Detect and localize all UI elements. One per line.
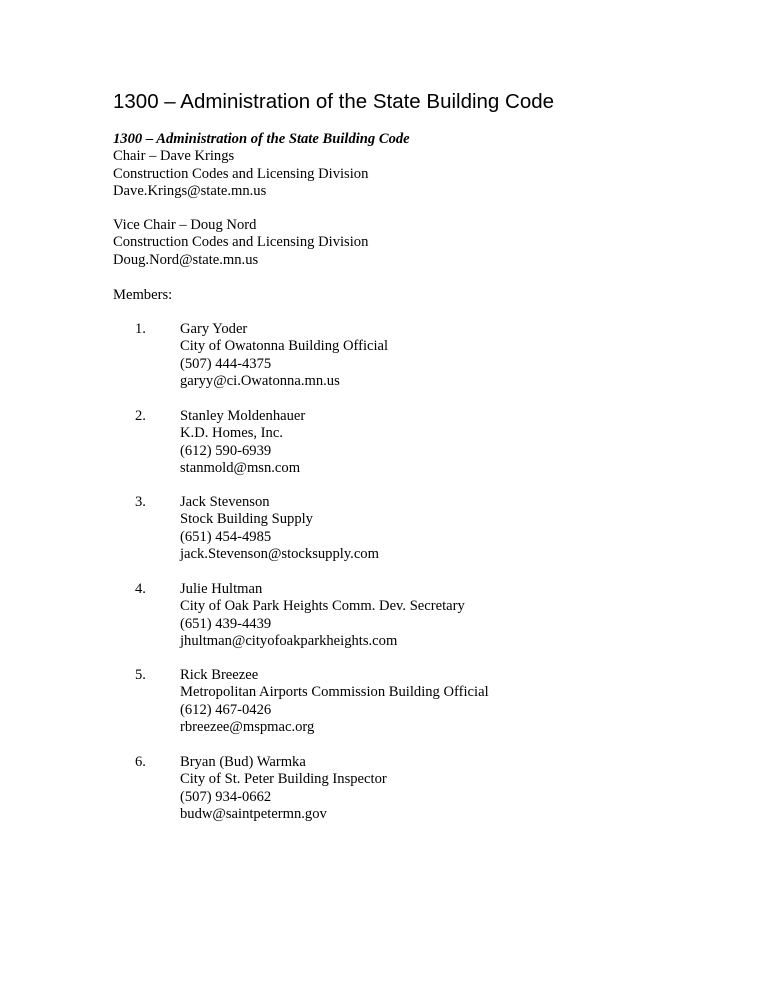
member-title: City of Oak Park Heights Comm. Dev. Secretary	[180, 598, 465, 615]
member-name: Rick Breezee	[180, 667, 259, 683]
member-email: rbreezee@mspmac.org	[180, 718, 315, 735]
member-phone: (651) 439-4439	[180, 615, 272, 632]
member-info	[180, 408, 305, 477]
member-email: garyy@ci.Owatonna.mn.us	[180, 372, 340, 389]
member-info	[180, 581, 465, 650]
member-title: City of Owatonna Building Official	[180, 338, 389, 355]
chair-line: Chair – Dave Krings	[113, 148, 235, 165]
member-email: stanmold@msn.com	[180, 459, 301, 476]
member-phone: (612) 590-6939	[180, 442, 272, 459]
vice-chair-block	[113, 217, 368, 269]
member-phone: (507) 444-4375	[180, 355, 272, 372]
member-number: 3.	[135, 494, 146, 510]
committee-subtitle: 1300 – Administration of the State Building Code	[113, 131, 410, 147]
member-number: 4.	[135, 581, 146, 597]
member-info	[180, 494, 379, 563]
member-number: 2.	[135, 408, 146, 424]
vice-chair-email: Doug.Nord@state.mn.us	[113, 251, 259, 268]
member-phone: (507) 934-0662	[180, 788, 272, 805]
member-title: City of St. Peter Building Inspector	[180, 771, 387, 788]
page-heading: 1300 – Administration of the State Building Code	[113, 90, 555, 113]
member-phone: (612) 467-0426	[180, 701, 272, 718]
member-title: Metropolitan Airports Commission Building Official	[180, 684, 489, 701]
member-number: 6.	[135, 754, 146, 770]
vice-chair-org: Construction Codes and Licensing Division	[113, 234, 369, 251]
member-name: Jack Stevenson	[180, 494, 270, 510]
member-number: 5.	[135, 667, 146, 683]
member-email: budw@saintpetermn.gov	[180, 805, 327, 822]
member-name: Gary Yoder	[180, 321, 248, 337]
member-name: Julie Hultman	[180, 581, 263, 597]
members-label: Members:	[113, 287, 173, 303]
chair-org: Construction Codes and Licensing Division	[113, 165, 369, 182]
chair-email: Dave.Krings@state.mn.us	[113, 182, 267, 199]
vice-chair-line: Vice Chair – Doug Nord	[113, 217, 257, 233]
member-name: Bryan (Bud) Warmka	[180, 754, 306, 770]
member-email: jhultman@cityofoakparkheights.com	[180, 632, 398, 649]
member-phone: (651) 454-4985	[180, 528, 272, 545]
chair-block	[113, 131, 410, 200]
member-email: jack.Stevenson@stocksupply.com	[180, 545, 379, 562]
member-title: K.D. Homes, Inc.	[180, 425, 283, 442]
member-info	[180, 667, 489, 736]
member-info	[180, 754, 387, 823]
member-title: Stock Building Supply	[180, 511, 313, 528]
member-name: Stanley Moldenhauer	[180, 408, 306, 424]
member-info	[180, 321, 388, 390]
member-number: 1.	[135, 321, 146, 337]
